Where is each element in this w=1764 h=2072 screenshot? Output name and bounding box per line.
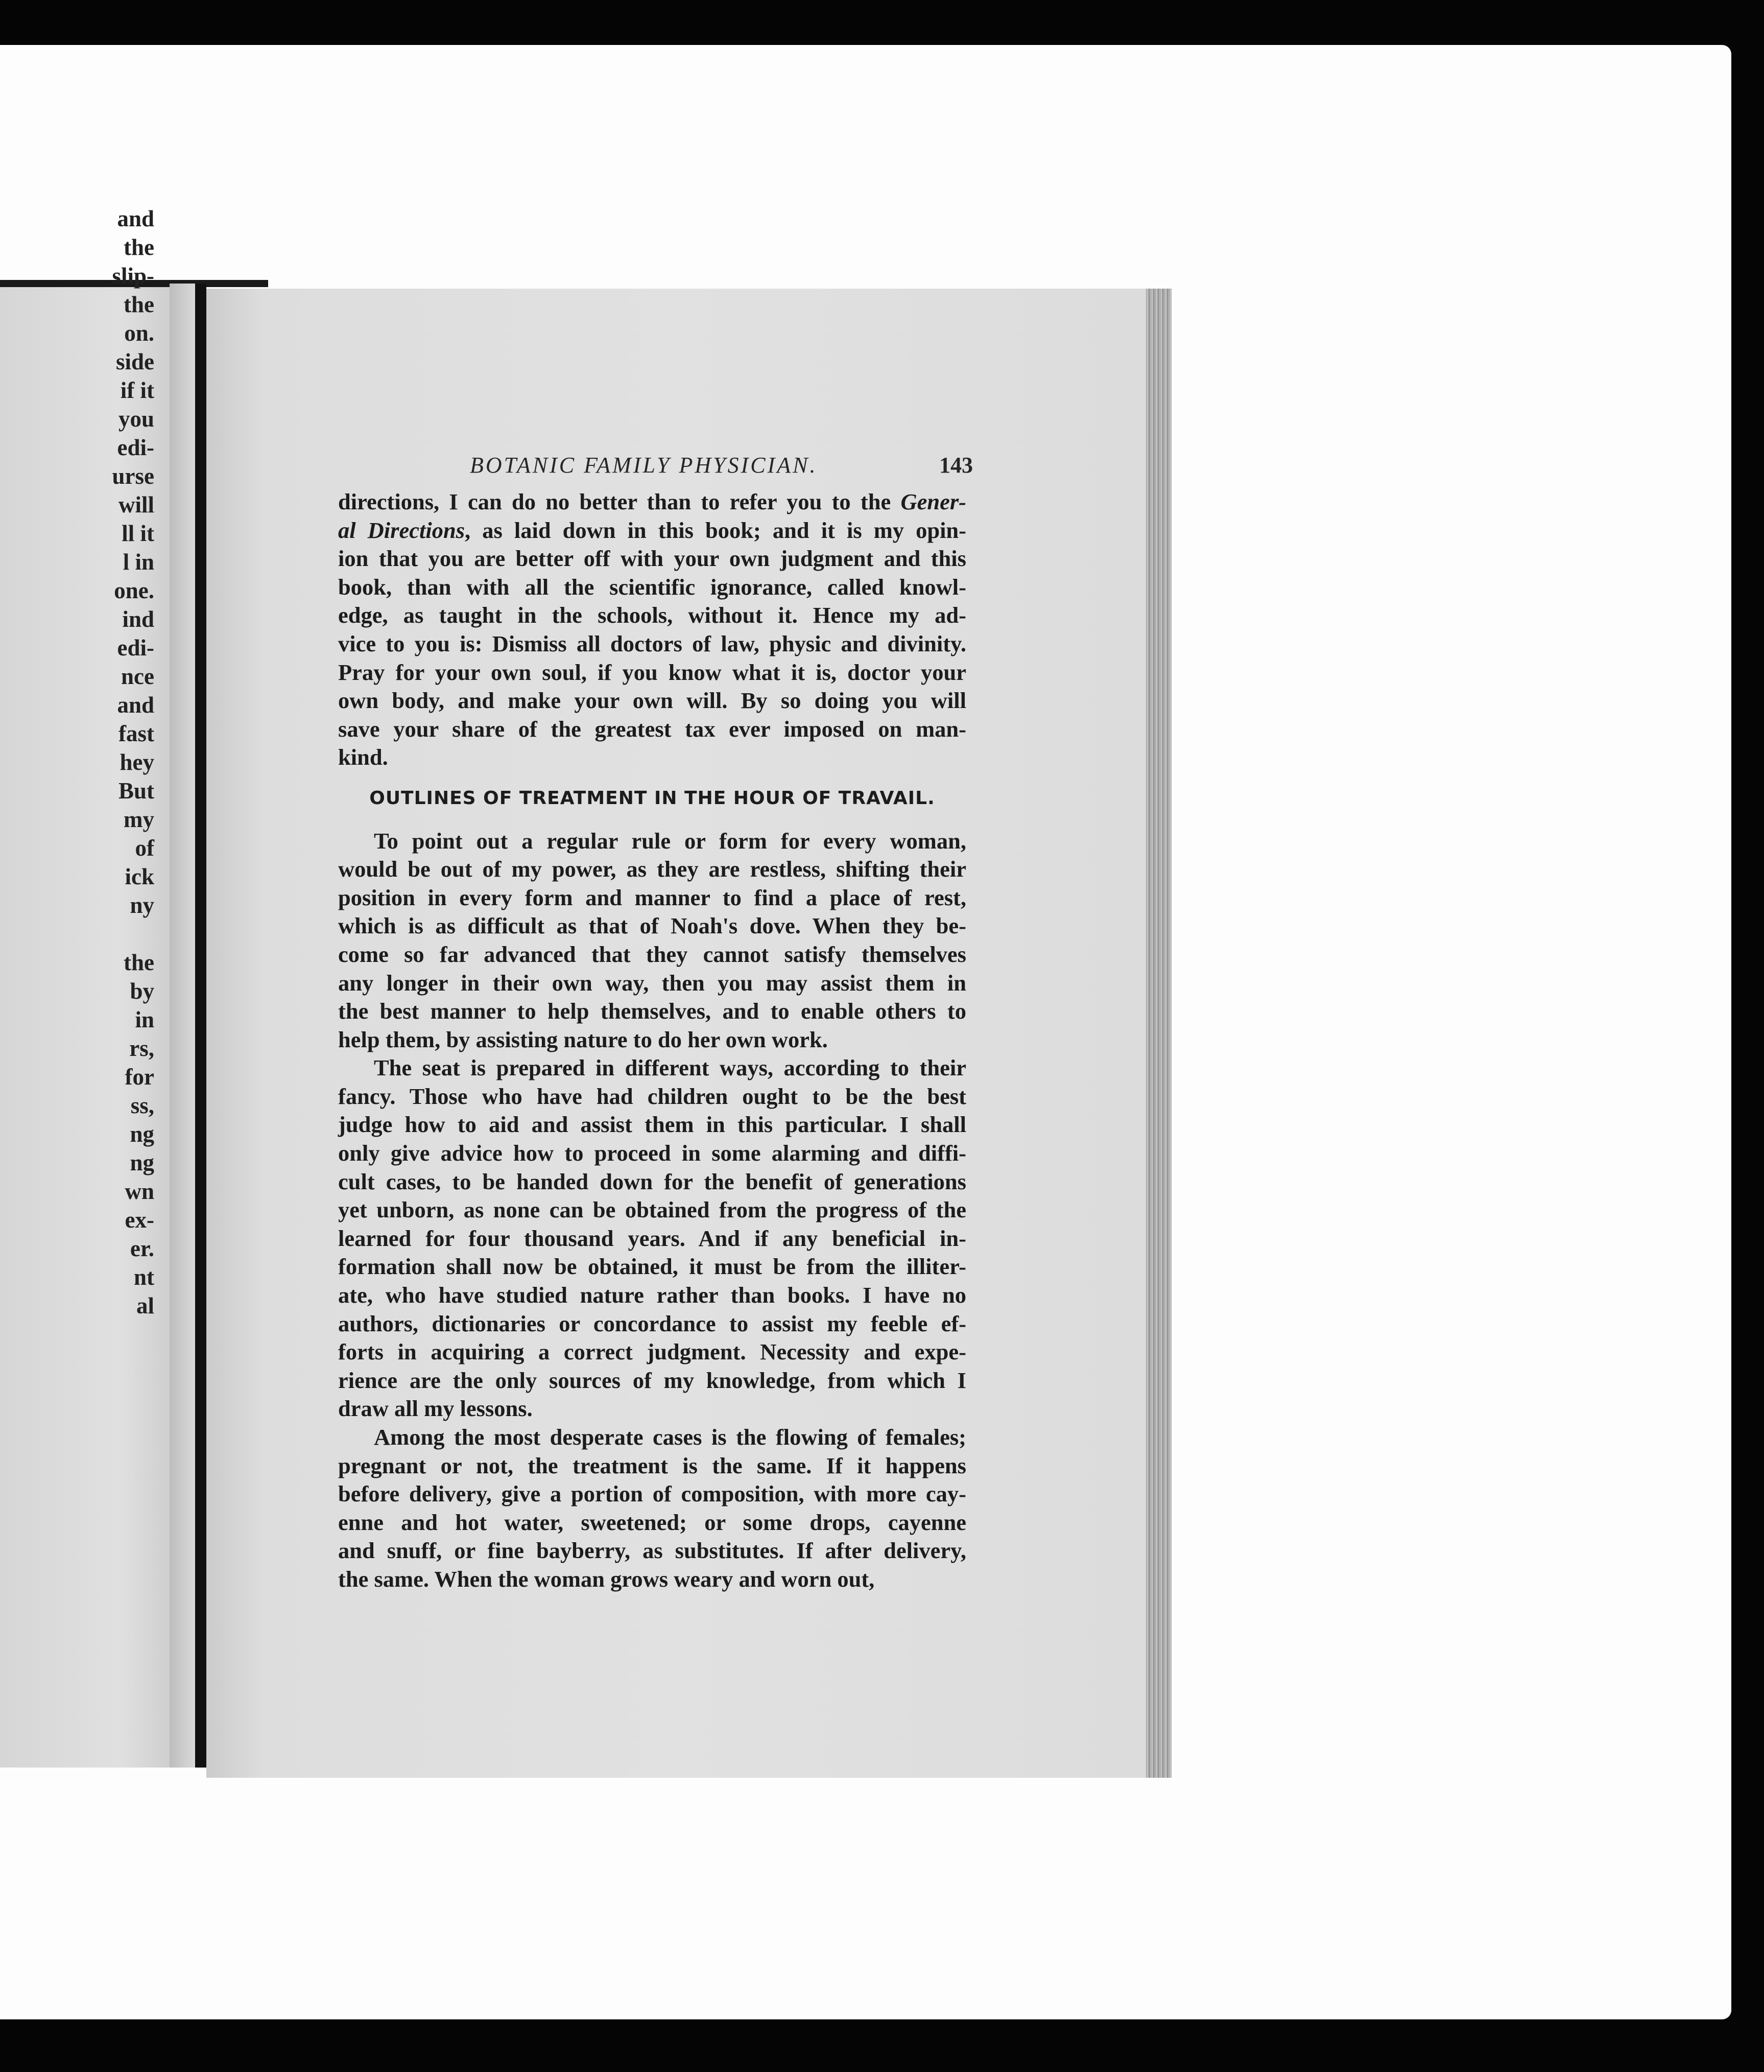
- text-line: cult cases, to be handed down for the benefit of generations: [338, 1168, 966, 1194]
- previous-page-text-fragments: [0, 204, 170, 1320]
- previous-page-line: nt: [133, 1264, 154, 1290]
- text-line: ate, who have studied nature rather than books. I have no: [338, 1282, 966, 1308]
- text-line: kind.: [338, 744, 388, 770]
- previous-page-line: urse: [112, 463, 154, 489]
- text-line: judge how to aid and assist them in this particular. I shall: [338, 1112, 966, 1138]
- paragraph-4: [338, 1423, 966, 1594]
- text-line: the best manner to help themselves, and to enable others to: [338, 998, 966, 1024]
- previous-page-line: ng: [130, 1121, 154, 1147]
- text-line: rience are the only sources of my knowledge, from which I: [338, 1367, 966, 1393]
- previous-page-line: er.: [130, 1236, 154, 1261]
- previous-page-line: ny: [130, 892, 154, 918]
- previous-page-line: slip-: [112, 263, 154, 289]
- text-line: and snuff, or fine bayberry, as substitutes. If after delivery,: [338, 1538, 966, 1564]
- previous-page-line: the: [124, 950, 154, 975]
- text-line: enne and hot water, sweetened; or some drops, cayenne: [338, 1509, 966, 1535]
- previous-page-line: ind: [122, 606, 154, 632]
- page-stack-edge: [1146, 289, 1172, 1778]
- text-line: al Directions, as laid down in this book; and it is my opin-: [338, 517, 967, 543]
- previous-page-line: the: [124, 292, 154, 317]
- gutter: [170, 284, 195, 1768]
- previous-page-line: on.: [124, 320, 154, 346]
- previous-page-line: edi-: [117, 435, 154, 460]
- previous-page-line: ex-: [125, 1207, 154, 1233]
- text-line: learned for four thousand years. And if any beneficial in-: [338, 1225, 966, 1251]
- previous-page-line: in: [135, 1007, 154, 1032]
- text-line: yet unborn, as none can be obtained from the progress of the: [338, 1197, 966, 1223]
- previous-page-line: if it: [120, 378, 154, 403]
- text-line: To point out a regular rule or form for every woman,: [374, 828, 966, 854]
- section-heading: OUTLINES OF TREATMENT IN THE HOUR OF TRAVAIL.: [369, 787, 935, 809]
- previous-page-line: will: [118, 492, 154, 517]
- paragraph-3: [338, 1054, 966, 1423]
- text-line: come so far advanced that they cannot satisfy themselves: [338, 941, 966, 967]
- previous-page-line: nce: [121, 664, 154, 689]
- previous-page-line: one.: [114, 578, 154, 603]
- previous-page-line: you: [118, 406, 154, 432]
- text-line: Pray for your own soul, if you know what it is, doctor your: [338, 659, 966, 685]
- text-line: the same. When the woman grows weary and worn out,: [338, 1566, 875, 1592]
- text-line: any longer in their own way, then you may assist them in: [338, 970, 966, 996]
- text-line: which is as difficult as that of Noah's dove. When they be-: [338, 913, 966, 939]
- previous-page-line: rs,: [129, 1035, 154, 1061]
- page-number: 143: [939, 453, 973, 478]
- book-spine: [195, 284, 206, 1768]
- body-text: [338, 488, 966, 1594]
- previous-page-line: side: [115, 349, 154, 374]
- text-line: only give advice how to proceed in some alarming and diffi-: [338, 1140, 966, 1166]
- previous-page-line: the: [124, 234, 154, 260]
- text-line: would be out of my power, as they are restless, shifting their: [338, 856, 966, 882]
- previous-page-line: [0, 920, 170, 948]
- previous-page-line: ng: [130, 1150, 154, 1175]
- previous-page-line: ick: [125, 864, 154, 889]
- text-line: book, than with all the scientific ignorance, called knowl-: [338, 574, 966, 600]
- text-line: before delivery, give a portion of composition, with more cay-: [338, 1481, 966, 1507]
- text-line: save your share of the greatest tax ever imposed on man-: [338, 716, 966, 742]
- text-line: ion that you are better off with your own judgment and this: [338, 546, 966, 572]
- text-line: fancy. Those who have had children ought to be the best: [338, 1083, 966, 1109]
- running-header: [470, 452, 973, 488]
- previous-page-line: edi-: [117, 635, 154, 661]
- text-line: The seat is prepared in different ways, according to their: [374, 1055, 966, 1081]
- previous-page-line: by: [130, 978, 154, 1004]
- paragraph-1: [338, 488, 966, 772]
- running-title: BOTANIC FAMILY PHYSICIAN.: [470, 453, 818, 478]
- previous-page-line: fast: [118, 721, 154, 746]
- text-line: help them, by assisting nature to do her own work.: [338, 1026, 828, 1052]
- previous-page-line: ss,: [130, 1093, 154, 1118]
- text-line: position in every form and manner to find a place of rest,: [338, 884, 966, 910]
- text-line: pregnant or not, the treatment is the same. If it happens: [338, 1452, 966, 1478]
- previous-page-line: for: [125, 1064, 154, 1090]
- text-line: forts in acquiring a correct judgment. Necessity and expe-: [338, 1339, 966, 1365]
- previous-page-line: of: [135, 835, 154, 861]
- text-line: Among the most desperate cases is the flowing of females;: [374, 1424, 966, 1450]
- text-line: formation shall now be obtained, it must be from the illiter-: [338, 1254, 966, 1280]
- previous-page-line: and: [117, 206, 154, 231]
- previous-page-line: l in: [123, 549, 154, 575]
- text-line: edge, as taught in the schools, without it. Hence my ad-: [338, 602, 966, 628]
- text-line: authors, dictionaries or concordance to assist my feeble ef-: [338, 1310, 966, 1336]
- previous-page-line: hey: [120, 749, 154, 775]
- text-line: directions, I can do no better than to refer you to the Gener-: [338, 489, 966, 514]
- previous-page-line: al: [136, 1293, 154, 1318]
- previous-page-line: and: [117, 692, 154, 718]
- text-line: draw all my lessons.: [338, 1396, 533, 1422]
- paragraph-2: [338, 827, 966, 1054]
- previous-page-line: wn: [125, 1179, 154, 1204]
- text-line: own body, and make your own will. By so doing you will: [338, 688, 966, 714]
- previous-page-line: my: [124, 807, 154, 832]
- previous-page-line: ll it: [122, 521, 154, 546]
- text-line: vice to you is: Dismiss all doctors of law, physic and divinity.: [338, 630, 966, 656]
- previous-page-line: But: [118, 778, 154, 804]
